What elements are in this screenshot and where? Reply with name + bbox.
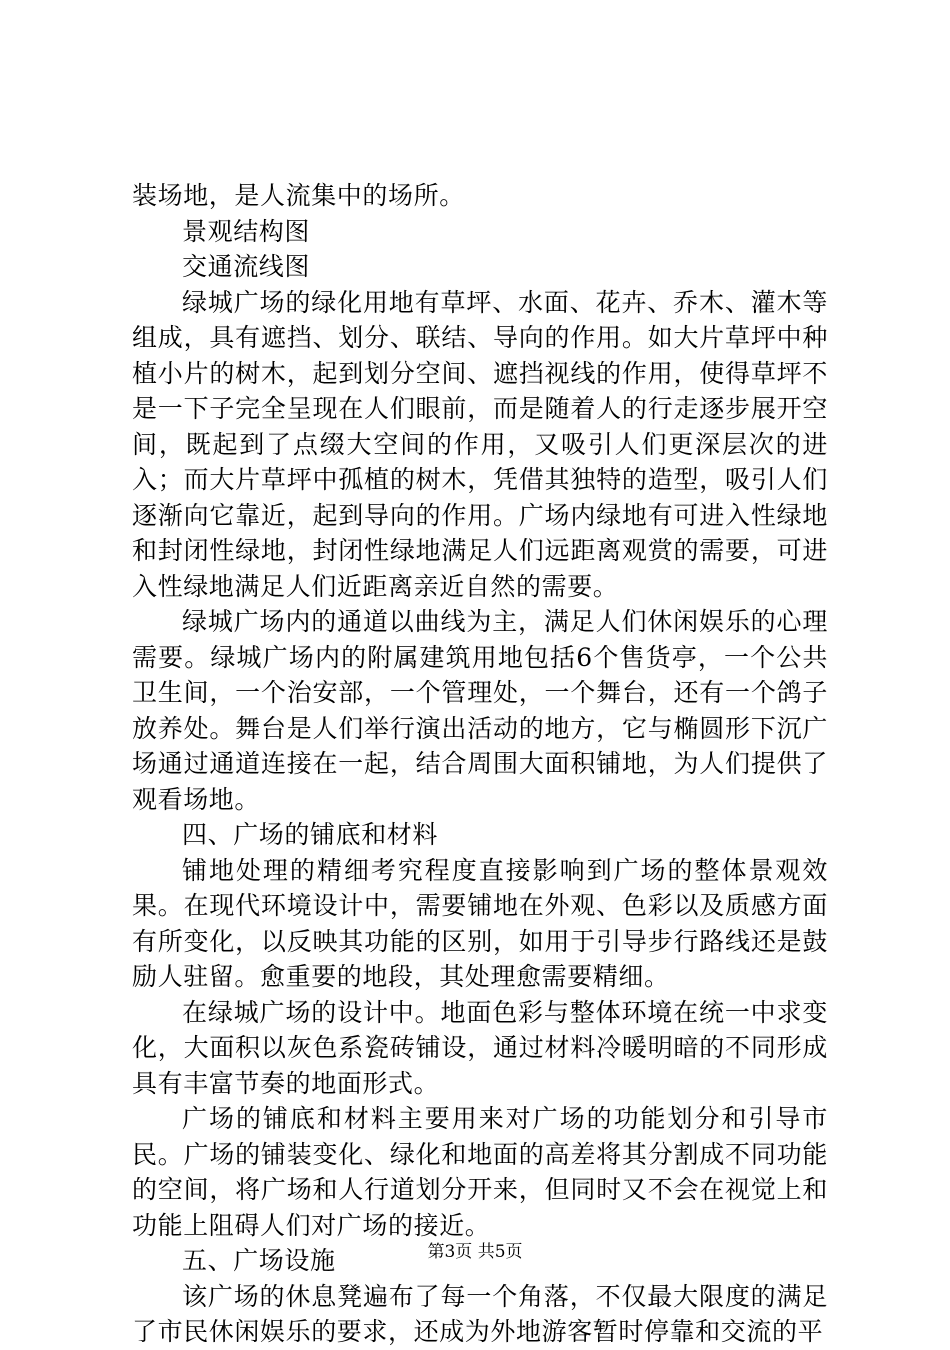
paragraph-paving-color: 在绿城广场的设计中。地面色彩与整体环境在统一中求变化，大面积以灰色系瓷砖铺设，通过材料冷暖明暗的不同形成具有丰富节奏的地面形式。: [132, 997, 828, 1098]
paragraph-greening: 绿城广场的绿化用地有草坪、水面、花卉、乔木、灌木等组成，具有遮挡、划分、联结、导向的作用。如大片草坪中种植小片的树木，起到划分空间、遮挡视线的作用，使得草坪不是一下子完全呈现在人们眼前，而是随着人的行走逐步展开空间，既起到了点缀大空间的作用，又吸引人们更深层次的进入；而大片草坪中孤植的树木，凭借其独特的造型，吸引人们逐渐向它靠近，起到导向的作用。广场内绿地有可进入性绿地和封闭性绿地，封闭性绿地满足人们远距离观赏的需要，可进入性绿地满足人们近距离亲近自然的需要。: [132, 287, 828, 601]
paragraph-paving-detail: 铺地处理的精细考究程度直接影响到广场的整体景观效果。在现代环境设计中，需要铺地在外观、色彩以及质感方面有所变化，以反映其功能的区别，如用于引导步行路线还是鼓励人驻留。愈重要的地段，其处理愈需要精细。: [132, 855, 828, 991]
caption-landscape-structure: 景观结构图: [182, 216, 311, 246]
caption-traffic-flow: 交通流线图: [182, 252, 311, 281]
paragraph-passages: 绿城广场内的通道以曲线为主，满足人们休闲娱乐的心理需要。绿城广场内的附属建筑用地包括6个售货亭，一个公共卫生间，一个治安部，一个管理处，一个舞台，还有一个鸽子放养处。舞台是人们举行演出活动的地方，它与椭圆形下沉广场通过通道连接在一起，结合周围大面积铺地，为人们提供了观看场地。: [132, 607, 828, 814]
section-heading-paving: 四、广场的铺底和材料: [182, 820, 439, 849]
section-heading-facilities: 五、广场设施: [182, 1246, 336, 1275]
paragraph-benches: 该广场的休息凳遍布了每一个角落，不仅最大限度的满足了市民休闲娱乐的要求，还成为外地游客暂时停靠和交流的平: [132, 1281, 828, 1346]
page-number-footer: 第3页 共5页: [427, 1242, 523, 1262]
document-body: [132, 178, 828, 1350]
paragraph-paving-function: 广场的铺底和材料主要用来对广场的功能划分和引导市民。广场的铺装变化、绿化和地面的高差将其分割成不同功能的空间，将广场和人行道划分开来，但同时又不会在视觉上和功能上阻碍人们对广场的接近。: [132, 1104, 828, 1240]
paragraph-continuation: 装场地，是人流集中的场所。: [132, 181, 465, 210]
